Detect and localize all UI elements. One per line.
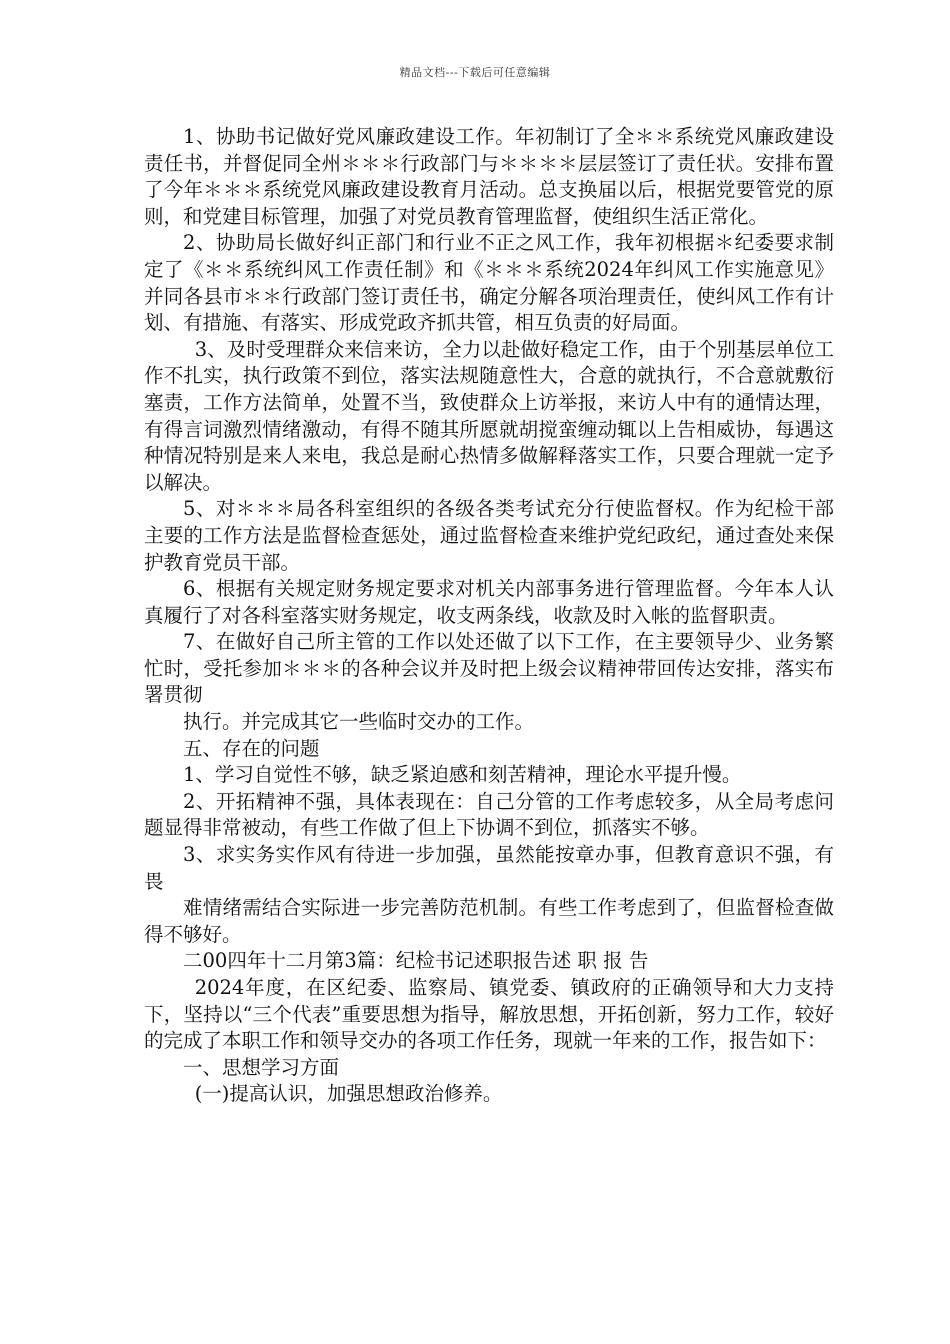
document-body <box>144 124 834 1108</box>
paragraph-3: 3、及时受理群众来信来访，全力以赴做好稳定工作，由于个别基层单位工作不扎实，执行政策不到位，落实法规随意性大，合意的就执行，不合意就敷衍塞责，工作方法简单，处置不当，致使群众上访举报，来访人中有的通情达理，有得言词激烈情绪激动，有得不随其所愿就胡搅蛮缠动辄以上告相威协，每遇这种情况特别是来人来电，我总是耐心热情多做解释落实工作，只要合理就一定予以解决。 <box>144 337 834 494</box>
problem-3: 3、求实务实作风有待进一步加强，虽然能按章办事，但教育意识不强，有畏 <box>144 843 834 893</box>
section-heading-study: 一、思想学习方面 <box>183 1055 340 1079</box>
paragraph-7: 7、在做好自己所主管的工作以处还做了以下工作，在主要领导少、业务繁忙时，受托参加＊＊＊的各种会议并及时把上级会议精神带回传达安排，落实布署贯彻 <box>144 630 834 707</box>
report-intro: 2024年度，在区纪委、监察局、镇党委、镇政府的正确领导和大力支持下，坚持以“三个代表”重要思想为指导，解放思想，开拓创新，努力工作，较好的完成了本职工作和领导交办的各项工作任务，现就一年来的工作，报告如下： <box>144 976 834 1053</box>
paragraph-5: 5、对＊＊＊局各科室组织的各级各类考试充分行使监督权。作为纪检干部主要的工作方法是监督检查惩处，通过监督检查来维护党纪政纪，通过查处来保护教育党员干部。 <box>144 497 834 574</box>
date-and-report-title: 二00四年十二月第3篇：纪检书记述职报告述 职 报 告 <box>183 949 649 973</box>
subsection-heading-awareness: (一)提高认识，加强思想政治修养。 <box>194 1082 503 1106</box>
paragraph-1: 1、协助书记做好党风廉政建设工作。年初制订了全＊＊系统党风廉政建设责任书，并督促同全州＊＊＊行政部门与＊＊＊＊层层签订了责任状。安排布置了今年＊＊＊系统党风廉政建设教育月活动。总支换届以后，根据党要管党的原则，和党建目标管理，加强了对党员教育管理监督，使组织生活正常化。 <box>144 125 834 228</box>
paragraph-7-continued: 执行。并完成其它一些临时交办的工作。 <box>183 710 535 734</box>
paragraph-6: 6、根据有关规定财务规定要求对机关内部事务进行管理监督。今年本人认真履行了对各科室落实财务规定，收支两条线，收款及时入帐的监督职责。 <box>144 577 834 627</box>
problem-1: 1、学习自觉性不够，缺乏紧迫感和刻苦精神，理论水平提升慢。 <box>183 763 742 787</box>
section-heading-problems: 五、存在的问题 <box>183 736 320 760</box>
problem-3-continued: 难情绪需结合实际进一步完善防范机制。有些工作考虑到了，但监督检查做得不够好。 <box>144 896 834 946</box>
paragraph-2: 2、协助局长做好纠正部门和行业不正之风工作，我年初根据＊纪委要求制定了《＊＊系统纠风工作责任制》和《＊＊＊系统2024年纠风工作实施意见》并同各县市＊＊行政部门签订责任书，确定分解各项治理责任，使纠风工作有计划、有措施、有落实、形成党政齐抓共管，相互负责的好局面。 <box>144 231 834 335</box>
problem-2: 2、开拓精神不强，具体表现在：自己分管的工作考虑较多，从全局考虑问题显得非常被动，有些工作做了但上下协调不到位，抓落实不够。 <box>144 789 834 840</box>
page-header: 精品文档---下载后可任意编辑 <box>399 66 551 79</box>
